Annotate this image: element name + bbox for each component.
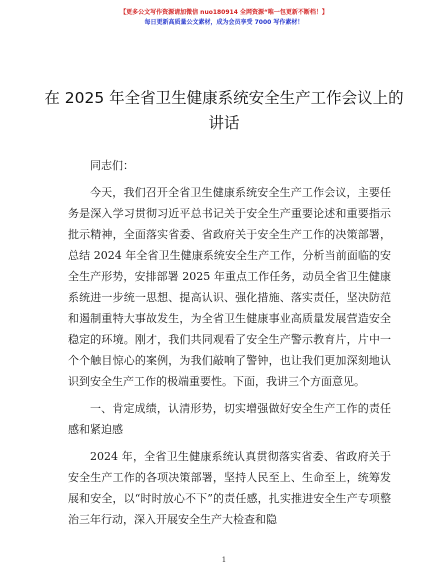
document-body bbox=[68, 155, 391, 536]
paragraph-intro: 今天，我们召开全省卫生健康系统安全生产工作会议，主要任务是深入学习贯彻习近平总书记关于安全生产重要论述和重要指示批示精神，全面落实省委、省政府关于安全生产工作的决策部署，总结 2024 年全省卫生健康系统安全生产工作，分析当前面临的安全生产形势，安排部署 2025 年重点工作任务，动员全省卫生健康系统进一步统一思想、提高认识、强化措施、落实责任，坚决防范和遏制重特大事故发生，为全省卫生健康事业高质量发展营造安全稳定的环境。刚才，我们共同观看了安全生产警示教育片，片中一个个触目惊心的案例，为我们敲响了警钟，也让我们更加深刻地认识到安全生产工作的极端重要性。下面，我讲三个方面意见。 bbox=[68, 186, 391, 388]
salutation: 同志们： bbox=[90, 159, 134, 172]
promo-banner bbox=[0, 8, 448, 28]
page-number: 1 bbox=[221, 556, 227, 564]
section-heading-1: 一、肯定成绩，认清形势，切实增强做好安全生产工作的责任感和紧迫感 bbox=[68, 402, 391, 436]
document-title: 在 2025 年全省卫生健康系统安全生产工作会议上的讲话 bbox=[44, 89, 404, 132]
paragraph-section-1: 2024 年，全省卫生健康系统认真贯彻落实省委、省政府关于安全生产工作的各项决策部署，坚持人民至上、生命至上，统筹发展和安全，以“时时放心不下”的责任感，扎实推进安全生产专项整治三年行动，深入开展安全生产大检查和隐 bbox=[68, 450, 391, 526]
promo-banner-line-2: 每日更新高质量公文素材，成为会员享受 7000 写作素材！ bbox=[144, 19, 304, 26]
promo-banner-line-1: 【更多公文写作资源请加微信 nuo180914 全网资源“唯一包更新不断档！】 bbox=[120, 9, 328, 16]
